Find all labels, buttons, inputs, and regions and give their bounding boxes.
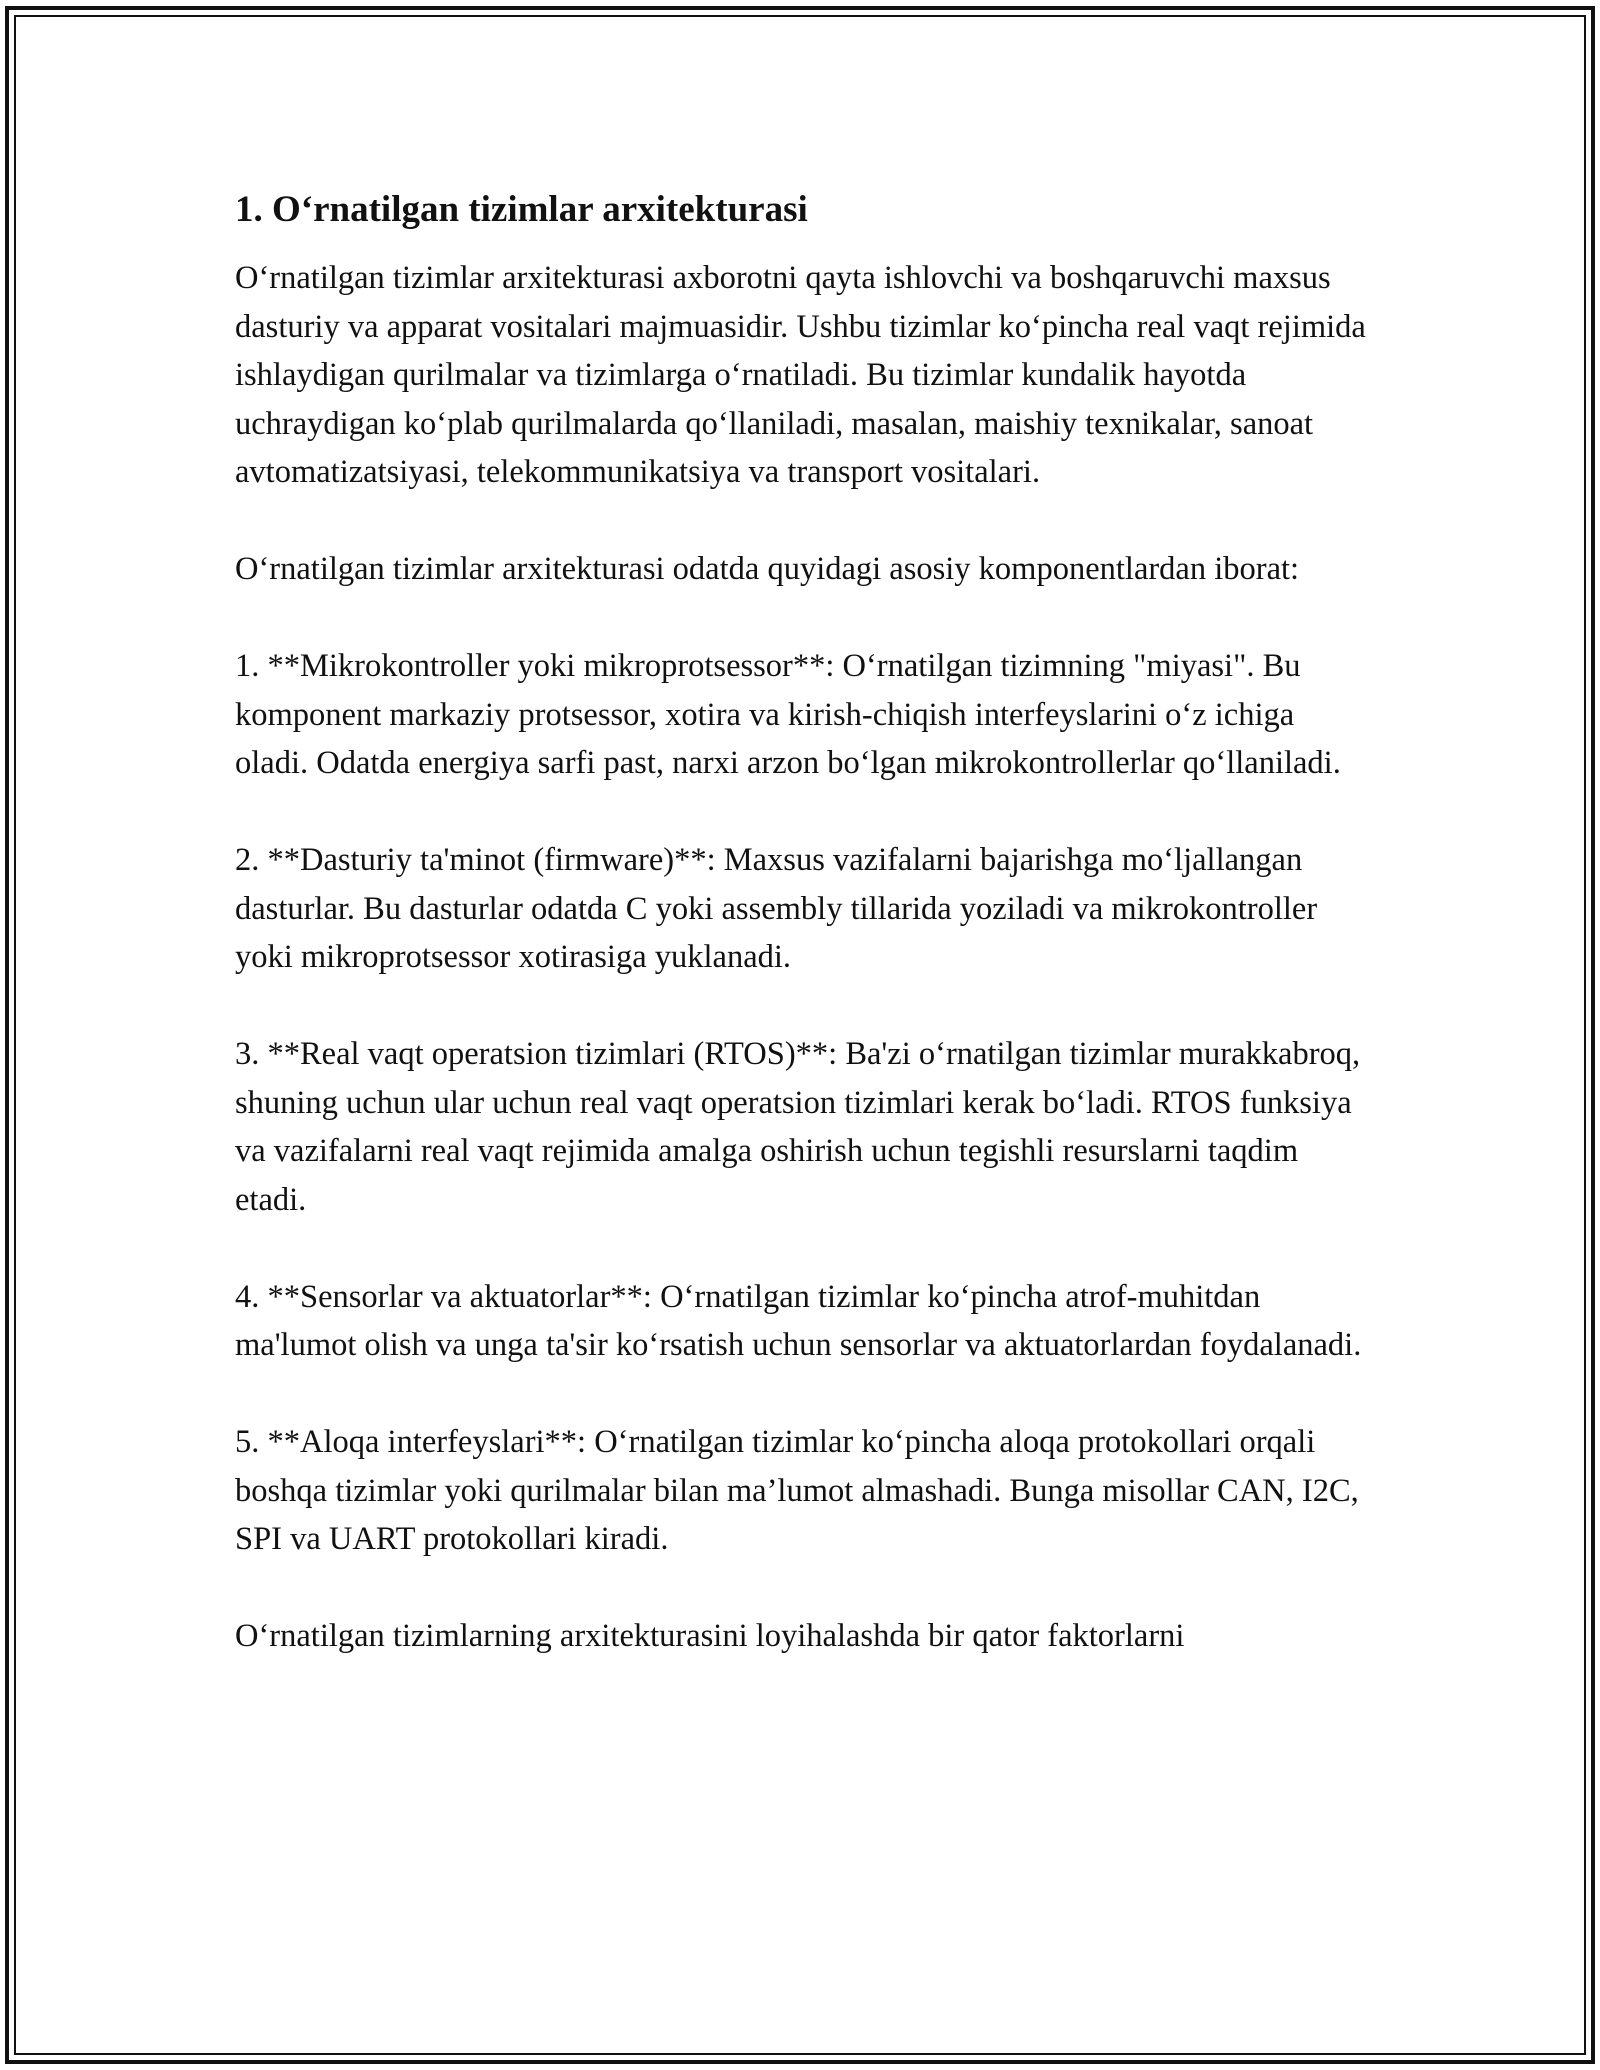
list-item-microcontroller: 1. **Mikrokontroller yoki mikroprotsessor**: O‘rnatilgan tizimning "miyasi". Bu komponent markaziy protsessor, xotira va kirish-chiqish interfeyslarini o‘z ichiga oladi. Odatda energiya sarfi past, narxi arzon bo‘lgan mikrokontrollerlar qo‘llaniladi.: [235, 648, 1341, 781]
section-heading: 1. O‘rnatilgan tizimlar arxitekturasi: [235, 189, 808, 230]
paragraph-intro: O‘rnatilgan tizimlar arxitekturasi axborotni qayta ishlovchi va boshqaruvchi maxsus dasturiy va apparat vositalari majmuasidir. Ushbu tizimlar ko‘pincha real vaqt rejimida ishlaydigan qurilmalar va tizimlarga o‘rnatiladi. Bu tizimlar kundalik hayotda uchraydigan ko‘plab qurilmalarda qo‘llaniladi, masalan, maishiy texnikalar, sanoat avtomatizatsiyasi, telekommunikatsiya va transport vositalari.: [235, 260, 1366, 490]
paragraph-components-intro: O‘rnatilgan tizimlar arxitekturasi odatda quyidagi asosiy komponentlardan iborat:: [235, 551, 1300, 587]
list-item-firmware: 2. **Dasturiy ta'minot (firmware)**: Maxsus vazifalarni bajarishga mo‘ljallangan dasturlar. Bu dasturlar odatda C yoki assembly tillarida yoziladi va mikrokontroller yoki mikroprotsessor xotirasiga yuklanadi.: [235, 842, 1318, 975]
document-body: [235, 186, 1375, 1661]
paragraph-design-factors: O‘rnatilgan tizimlarning arxitekturasini loyihalashda bir qator faktorlarni: [235, 1618, 1185, 1654]
list-item-communication: 5. **Aloqa interfeyslari**: O‘rnatilgan tizimlar ko‘pincha aloqa protokollari orqali boshqa tizimlar yoki qurilmalar bilan ma’lumot almashadi. Bunga misollar CAN, I2C, SPI va UART protokollari kiradi.: [235, 1424, 1359, 1557]
list-item-sensors: 4. **Sensorlar va aktuatorlar**: O‘rnatilgan tizimlar ko‘pincha atrof-muhitdan ma'lumot olish va unga ta'sir ko‘rsatish uchun sensorlar va aktuatorlardan foydalanadi.: [235, 1278, 1362, 1363]
list-item-rtos: 3. **Real vaqt operatsion tizimlari (RTOS)**: Ba'zi o‘rnatilgan tizimlar murakkabroq, shuning uchun ular uchun real vaqt operatsion tizimlari kerak bo‘ladi. RTOS funksiya va vazifalarni real vaqt rejimida amalga oshirish uchun tegishli resurslarni taqdim etadi.: [235, 1036, 1361, 1218]
